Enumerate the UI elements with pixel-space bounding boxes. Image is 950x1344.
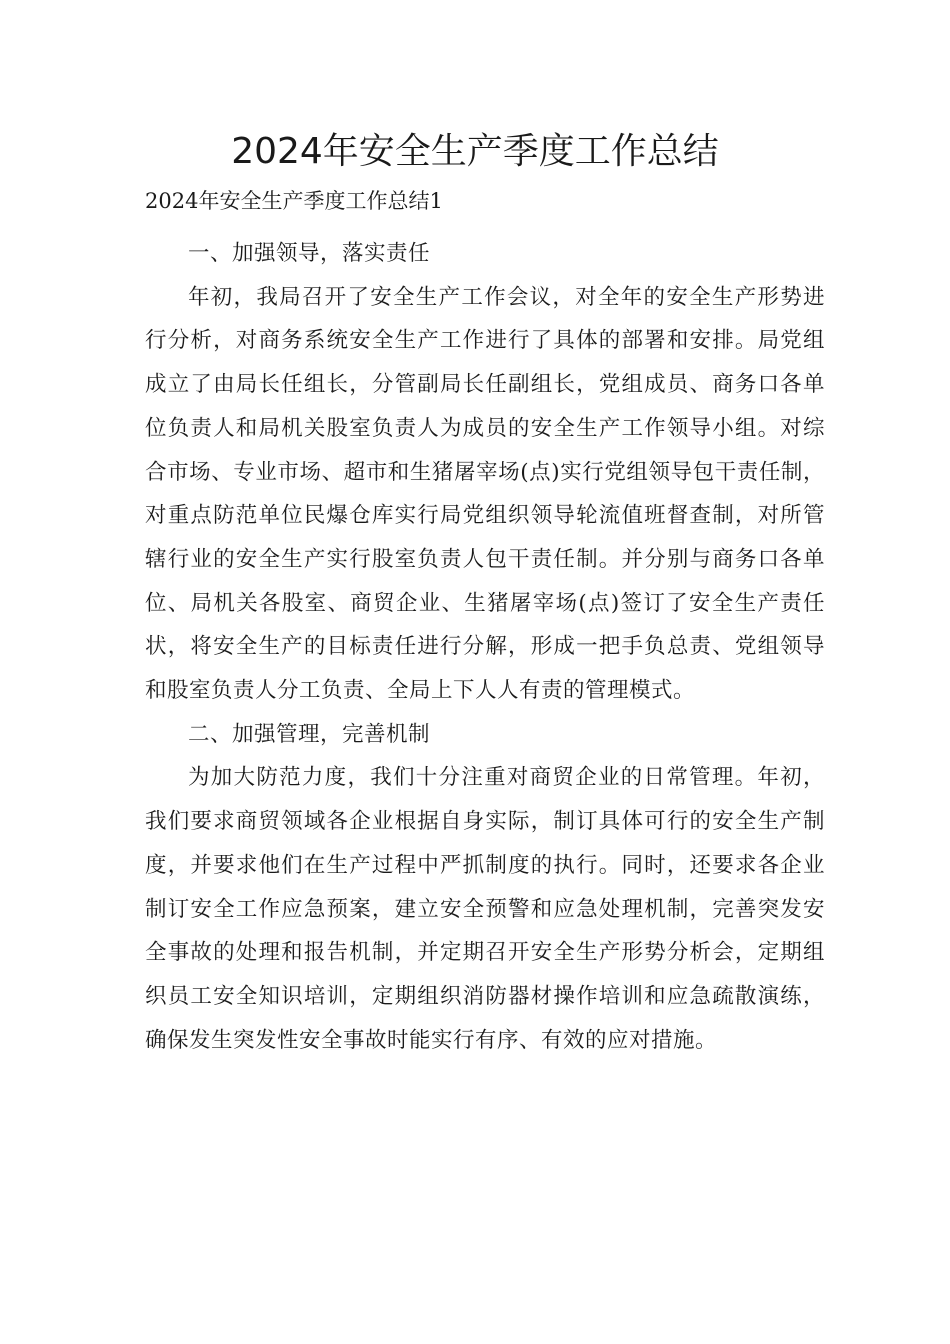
section-paragraph-1: 年初，我局召开了安全生产工作会议，对全年的安全生产形势进行分析，对商务系统安全生产工作进行了具体的部署和安排。局党组成立了由局长任组长，分管副局长任副组长，党组成员、商务口各单位负责人和局机关股室负责人为成员的安全生产工作领导小组。对综合市场、专业市场、超市和生猪屠宰场(点)实行党组领导包干责任制，对重点防范单位民爆仓库实行局党组织领导轮流值班督查制，对所管辖行业的安全生产实行股室负责人包干责任制。并分别与商务口各单位、局机关各股室、商贸企业、生猪屠宰场(点)签订了安全生产责任状，将安全生产的目标责任进行分解，形成一把手负总责、党组领导和股室负责人分工负责、全局上下人人有责的管理模式。 bbox=[145, 284, 825, 704]
section-heading-1: 一、加强领导，落实责任 bbox=[188, 241, 431, 266]
document-title: 2024年安全生产季度工作总结 bbox=[231, 131, 719, 172]
document-subtitle: 2024年安全生产季度工作总结1 bbox=[145, 189, 443, 213]
section-paragraph-2: 为加大防范力度，我们十分注重对商贸企业的日常管理。年初，我们要求商贸领域各企业根据自身实际，制订具体可行的安全生产制度，并要求他们在生产过程中严抓制度的执行。同时，还要求各企业制订安全工作应急预案，建立安全预警和应急处理机制，完善突发安全事故的处理和报告机制，并定期召开安全生产形势分析会，定期组织员工安全知识培训，定期组织消防器材操作培训和应急疏散演练，确保发生突发性安全事故时能实行有序、有效的应对措施。 bbox=[145, 765, 825, 1053]
section-heading-2: 二、加强管理，完善机制 bbox=[188, 721, 431, 747]
document-body bbox=[145, 232, 825, 1062]
